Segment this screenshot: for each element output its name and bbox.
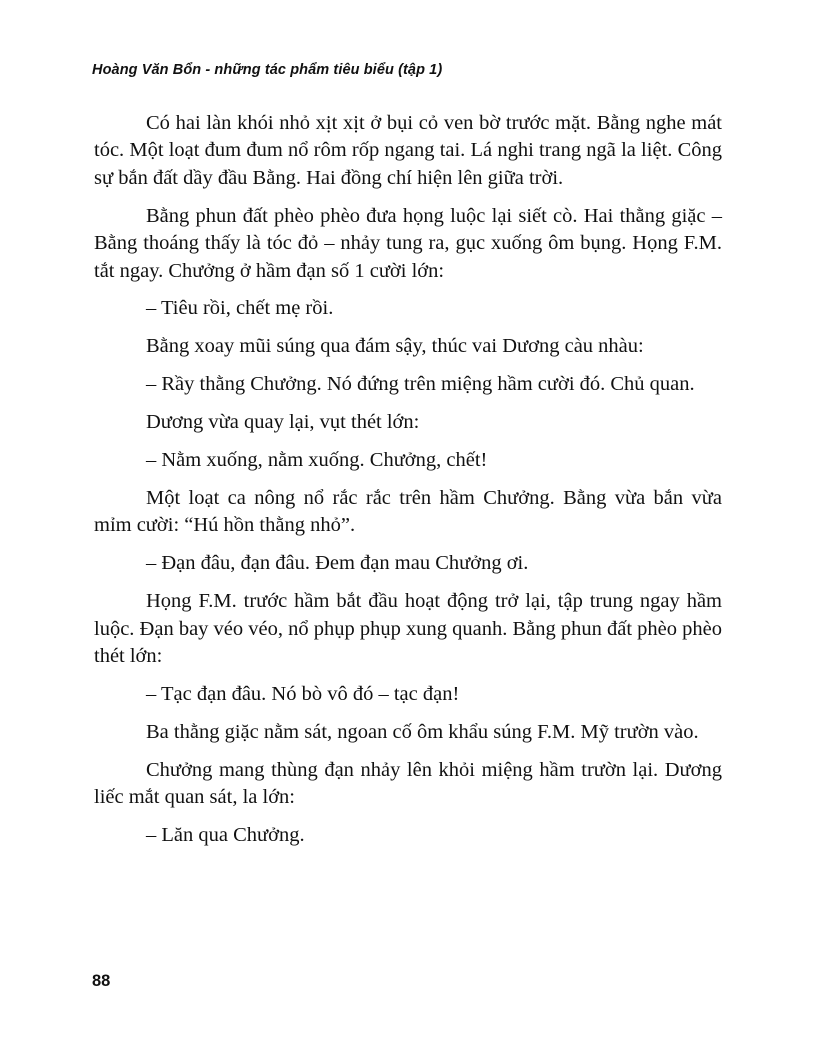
paragraph: Ba thằng giặc nằm sát, ngoan cố ôm khẩu súng F.M. Mỹ trườn vào. <box>146 720 699 743</box>
dialogue-line: – Rầy thằng Chưởng. Nó đứng trên miệng hầm cười đó. Chủ quan. <box>146 373 695 396</box>
dialogue-line: – Lăn qua Chưởng. <box>146 824 305 847</box>
running-head: Hoàng Văn Bổn - những tác phẩm tiêu biểu (tập 1) <box>92 62 443 78</box>
dialogue-line: – Tạc đạn đâu. Nó bò vô đó – tạc đạn! <box>146 682 460 705</box>
dialogue-line: – Đạn đâu, đạn đâu. Đem đạn mau Chưởng ơi. <box>146 552 529 575</box>
paragraph: Dương vừa quay lại, vụt thét lớn: <box>146 411 420 434</box>
dialogue-line: – Nằm xuống, nằm xuống. Chưởng, chết! <box>146 449 488 472</box>
paragraph: Một loạt ca nông nổ rắc rắc trên hầm Chưởng. Bằng vừa bắn vừa mỉm cười: “Hú hồn thằng nhỏ”. <box>94 486 722 537</box>
body-text <box>94 110 722 860</box>
paragraph: Bằng xoay mũi súng qua đám sậy, thúc vai Dương càu nhàu: <box>146 335 644 358</box>
paragraph: Họng F.M. trước hầm bắt đầu hoạt động trở lại, tập trung ngay hầm luộc. Đạn bay véo véo, nổ phụp phụp xung quanh. Bằng phun đất phèo phèo thét lớn: <box>94 590 722 667</box>
page-number: 88 <box>92 972 111 990</box>
paragraph: Bằng phun đất phèo phèo đưa họng luộc lại siết cò. Hai thằng giặc – Bằng thoáng thấy là tóc đỏ – nhảy tung ra, gục xuống ôm bụng. Họng F.M. tắt ngay. Chưởng ở hầm đạn số 1 cười lớn: <box>94 204 722 282</box>
dialogue-line: – Tiêu rồi, chết mẹ rồi. <box>146 297 334 320</box>
paragraph: Có hai làn khói nhỏ xịt xịt ở bụi cỏ ven bờ trước mặt. Bằng nghe mát tóc. Một loạt đum đum nổ rôm rốp ngang tai. Lá nghi trang ngã la liệt. Công sự bắn đất dầy đầu Bằng. Hai đồng chí hiện lên giữa trời. <box>94 112 722 189</box>
paragraph: Chưởng mang thùng đạn nhảy lên khỏi miệng hầm trườn lại. Dương liếc mắt quan sát, la lớn: <box>94 758 722 809</box>
